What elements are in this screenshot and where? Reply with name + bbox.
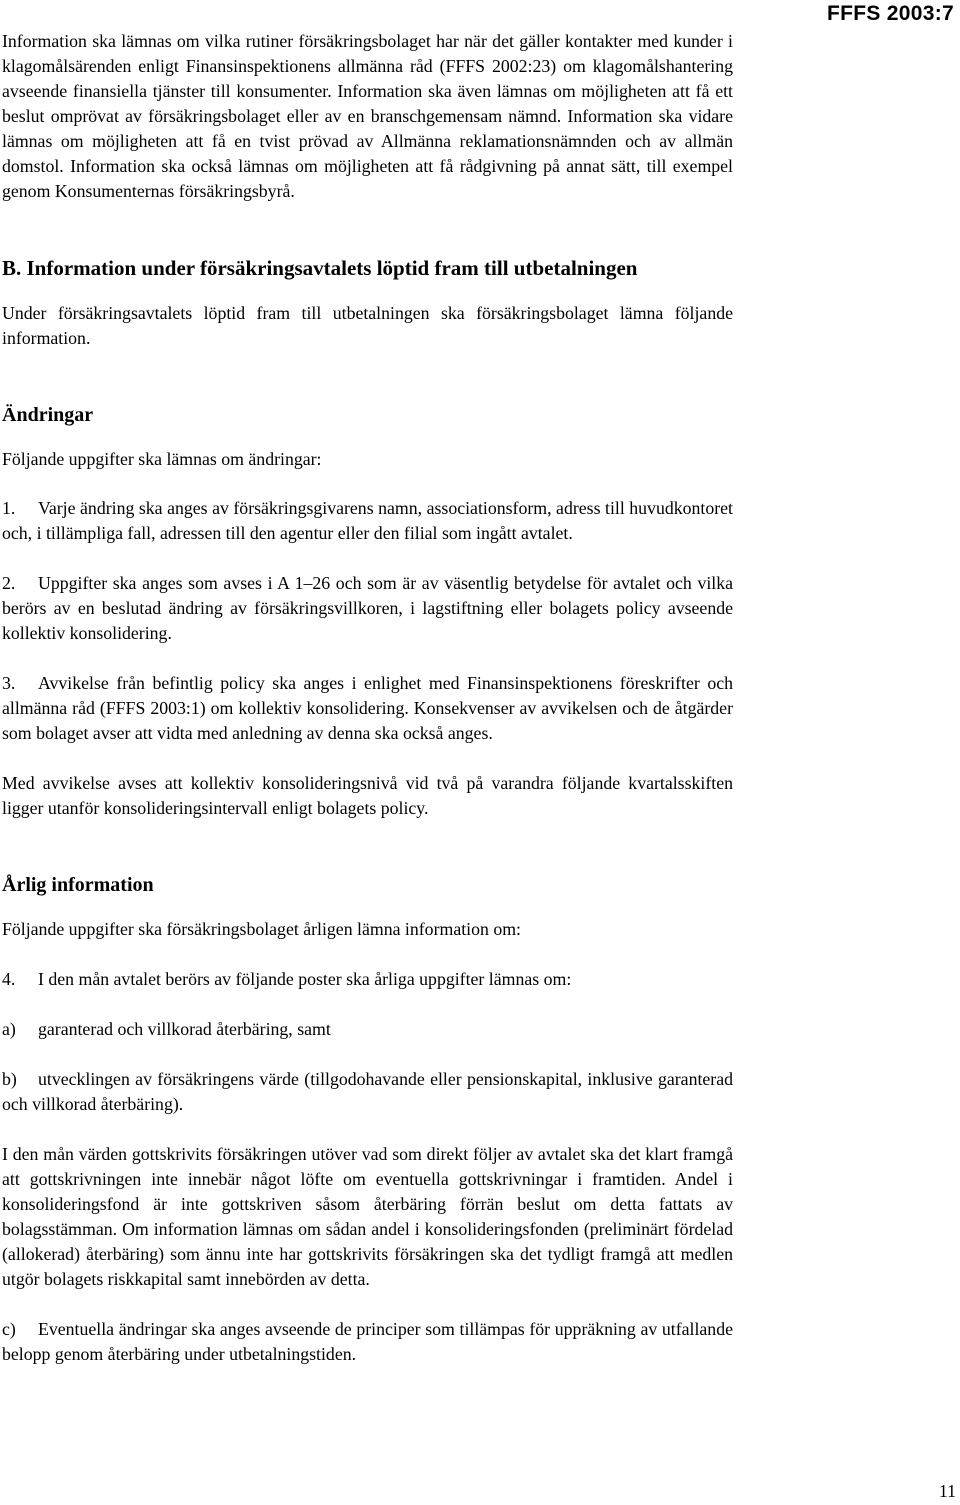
- list-item-text: Uppgifter ska anges som avses i A 1–26 och som är av väsentlig betydelse för avtalet och vilka berörs av en beslutad ändring av försäkringsvillkoren, i lagstiftning eller bolagets policy avseende kollektiv konsolidering.: [2, 573, 733, 643]
- list-item-text: garanterad och villkorad återbäring, samt: [38, 1019, 331, 1039]
- intro-paragraph: Information ska lämnas om vilka rutiner försäkringsbolaget har när det gäller kontakter med kunder i klagomålsärenden enligt Finansinspektionens allmänna råd (FFFS 2002:23) om klagomålshantering avseende finansiella tjänster till konsumenter. Information ska även lämnas om möjligheten att få ett beslut omprövat av försäkringsbolaget eller av en branschgemensam nämnd. Information ska vidare lämnas om möjligheten att få en tvist prövad av Allmänna reklamationsnämnden och av allmän domstol. Information ska också lämnas om möjligheten att få rådgivning på annat sätt, till exempel genom Konsumenternas försäkringsbyrå.: [2, 31, 733, 201]
- list-item-letter: c): [2, 1319, 16, 1339]
- list-item-text: Eventuella ändringar ska anges avseende de principer som tillämpas för uppräkning av utfallande belopp genom återbäring under utbetalningstiden.: [2, 1319, 733, 1364]
- list-item: [2, 671, 733, 746]
- list-item: [2, 1017, 733, 1042]
- list-item-text: utvecklingen av försäkringens värde (tillgodohavande eller pensionskapital, inklusive garanterad och villkorad återbäring).: [2, 1069, 733, 1114]
- list-item-number: 4.: [2, 969, 16, 989]
- list-item: [2, 496, 733, 546]
- list-item: [2, 1317, 733, 1367]
- list-item: [2, 1067, 733, 1117]
- list-item-text: Avvikelse från befintlig policy ska anges i enlighet med Finansinspektionens föreskrifter och allmänna råd (FFFS 2003:1) om kollektiv konsolidering. Konsekvenser av avvikelsen och de åtgärder som bolaget avser att vidta med anledning av denna ska också anges.: [2, 673, 733, 743]
- page-number: 11: [938, 1481, 956, 1501]
- andringar-title: Ändringar: [2, 404, 94, 426]
- document-body: [2, 29, 733, 1367]
- section-b-title: B. Information under försäkringsavtalets löptid fram till utbetalningen: [2, 256, 638, 280]
- list-item-text: Varje ändring ska anges av försäkringsgivarens namn, associationsform, adress till huvudkontoret och, i tillämpliga fall, adressen till den agentur eller den filial som ingått avtalet.: [2, 498, 733, 543]
- list-item: [2, 571, 733, 646]
- arlig-paragraph: I den mån värden gottskrivits försäkringen utöver vad som direkt följer av avtalet ska det klart framgå att gottskrivningen inte innebär något löfte om eventuella gottskrivningar i framtiden. Andel i konsolideringsfond är inte gottskriven såsom återbäring förrän beslut om detta fattats av bolagsstämman. Om information lämnas om sådan andel i konsolideringsfonden (preliminärt fördelad (allokerad) återbäring) som ännu inte har gottskrivits försäkringen ska det tydligt framgå att medlen utgör bolagets riskkapital samt innebörden av detta.: [2, 1144, 733, 1289]
- arlig-title: Årlig information: [2, 874, 154, 896]
- section-b-lead: Under försäkringsavtalets löptid fram till utbetalningen ska försäkringsbolaget lämna följande information.: [2, 303, 733, 348]
- document-code: FFFS 2003:7: [826, 2, 954, 25]
- andringar-lead: Följande uppgifter ska lämnas om ändringar:: [2, 449, 322, 469]
- andringar-note: Med avvikelse avses att kollektiv konsolideringsnivå vid två på varandra följande kvartalsskiften ligger utanför konsolideringsintervall enligt bolagets policy.: [2, 773, 733, 818]
- list-item: [2, 967, 733, 992]
- list-item-letter: b): [2, 1069, 17, 1089]
- arlig-lead: Följande uppgifter ska försäkringsbolaget årligen lämna information om:: [2, 919, 521, 939]
- list-item-number: 1.: [2, 498, 16, 518]
- list-item-letter: a): [2, 1019, 16, 1039]
- list-item-number: 2.: [2, 573, 16, 593]
- list-item-text: I den mån avtalet berörs av följande poster ska årliga uppgifter lämnas om:: [38, 969, 572, 989]
- list-item-number: 3.: [2, 673, 16, 693]
